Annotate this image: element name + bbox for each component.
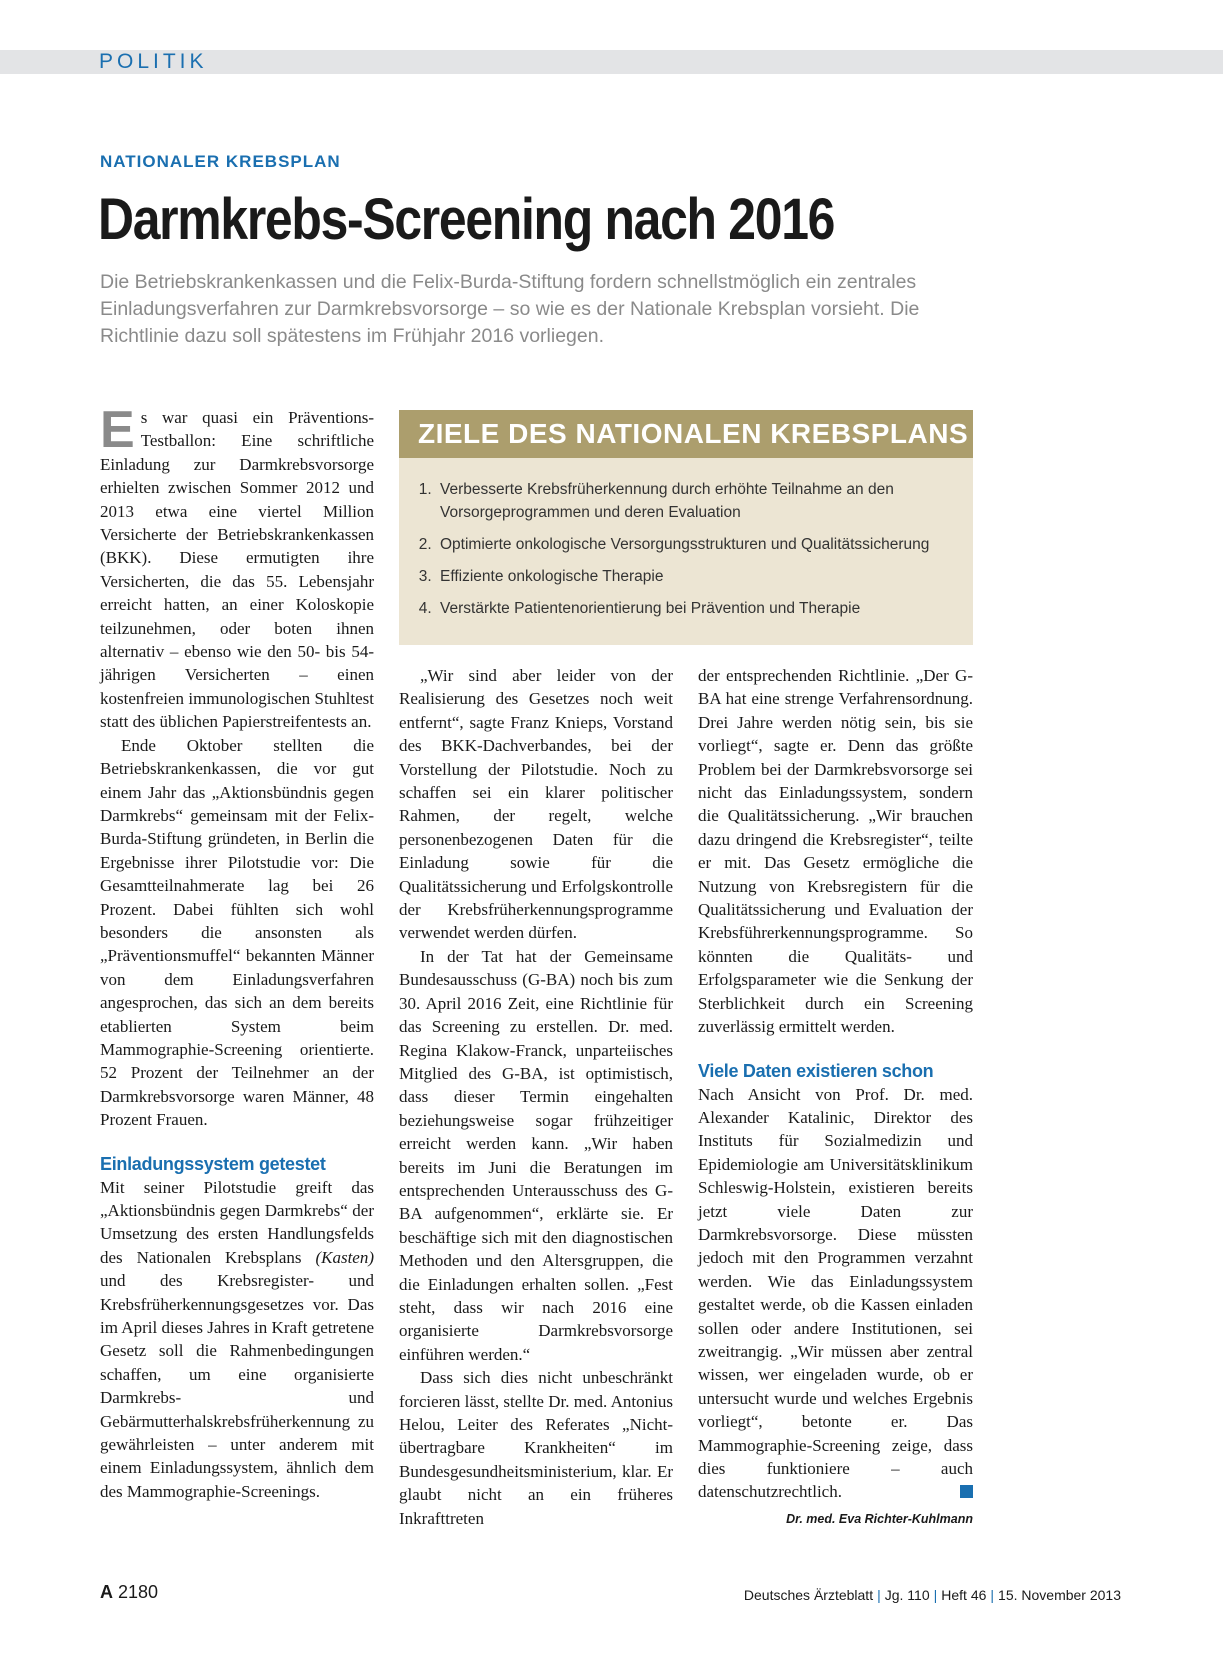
paragraph: In der Tat hat der Gemeinsame Bundesausschuss (G-BA) noch bis zum 30. April 2016 Zeit, eine Richtlinie für das Screening zu erstellen. Dr. med. Regina Klakow-Franck, unparteiisches Mitglied des G-BA, ist optimistisch, dass dieser Termin eingehalten beziehungsweise sogar frühzeitiger erreicht werden kann. „Wir haben bereits im Juni die Beratungen im entsprechenden Unterausschuss des G-BA aufgenommen“, erklärte sie. Er beschäftige sich mit den diagnostischen Methoden und den Altersgruppen, die die Einladungen erhalten sollen. „Fest steht, dass wir nach 2016 eine organisierte Darmkrebsvorsorge einführen werden.“ bbox=[399, 946, 673, 1364]
paragraph: „Wir sind aber leider von der Realisierung des Gesetzes noch weit entfernt“, sagte Franz Knieps, Vorstand des BKK-Dachverbandes, bei der Vorstellung der Pilotstudie. Noch zu schaffen sei ein klarer politischer Rahmen, der regelt, welche personenbezogenen Daten für die Einladung sowie für die Qualitätssicherung und Erfolgskontrolle der Krebsfrüherkennungsprogramme verwendet werden dürfen. bbox=[399, 666, 673, 943]
box-reference: (Kasten) bbox=[315, 1247, 374, 1267]
paragraph bbox=[698, 1083, 973, 1504]
paragraph-text: Nach Ansicht von Prof. Dr. med. Alexander Katalinic, Direktor des Instituts für Sozialmedizin und Epidemiologie am Universitätsklinikum Schleswig-Holstein, existieren bereits jetzt viele Daten zur Darmkrebsvorsorge. Diese müssten jedoch mit den Programmen verzahnt werden. Wie das Einladungssystem gestaltet werde, ob die Kassen einladen sollen oder andere Institutionen, sei zweitrangig. „Wir müssen aber zentral wissen, wer eingeladen wurde, ob er untersucht wurde und welches Ergebnis vorliegt“, betonte er. Das Mammographie-Screening zeige, dass dies funktioniere – auch datenschutzrechtlich. bbox=[698, 1084, 973, 1502]
headline: Darmkrebs-Screening nach 2016 bbox=[98, 187, 835, 252]
paragraph-text: s war quasi ein Präventions-Testballon: Eine schriftliche Einladung zur Darmkrebsvorsorge erhielten zwischen Sommer 2012 und 2013 etwa eine viertel Million Versicherte der Betriebskrankenkassen (BKK). Diese ermutigten ihre Versicherten, die das 55. Lebensjahr erreicht hatten, an einer Koloskopie teilzunehmen, oder boten ihnen alternativ – ebenso wie den 50- bis 54-jährigen Versicherten – einen kostenfreien immunologischen Stuhltest statt des üblichen Papierstreifentests an. bbox=[100, 408, 374, 732]
paragraph bbox=[100, 401, 374, 734]
column-3 bbox=[698, 664, 973, 1531]
paragraph: Dass sich dies nicht unbeschränkt forcieren lässt, stellte Dr. med. Antonius Helou, Leiter des Referates „Nicht-übertragbare Krankheiten“ im Bundesgesundheitsministerium, klar. Er glaubt nicht an ein früheres Inkrafttreten bbox=[399, 1368, 673, 1528]
paragraph: Ende Oktober stellten die Betriebskrankenkassen, die vor gut einem Jahr das „Aktionsbündnis gegen Darmkrebs“ gemeinsam mit der Felix-Burda-Stiftung gründeten, in Berlin die Ergebnisse ihrer Pilotstudie vor: Die Gesamtteilnahmerate lag bei 26 Prozent. Dabei fühlten sich wohl besonders die ansonsten als „Präventionsmuffel“ bekannten Männer von dem Einladungsverfahren angesprochen, das sich an dem bereits etablierten System beim Mammographie-Screening orientierte. 52 Prozent der Teilnehmer an der Darmkrebsvorsorge waren Männer, 48 Prozent Frauen. bbox=[100, 735, 374, 1130]
column-2 bbox=[399, 664, 673, 1530]
drop-cap: E bbox=[100, 401, 135, 459]
footer-info bbox=[744, 1587, 1121, 1603]
paragraph-text: und des Krebsregister- und Krebsfrüherkennungsgesetzes vor. Das im April dieses Jahres in Kraft getretene Gesetz soll die Rahmenbedingungen schaffen, um eine organisierte Darmkrebs- und Gebärmutterhalskrebsfrüherkennung zu gewährleisten – unter anderem mit einem Einladungssystem, ähnlich dem des Mammographie-Screenings. bbox=[100, 1271, 374, 1501]
paragraph-text: Mit seiner Pilotstudie greift das „Aktionsbündnis gegen Darmkrebs“ der Umsetzung des ersten Handlungsfelds des Nationalen Krebsplans bbox=[100, 1177, 374, 1267]
separator: | bbox=[990, 1587, 995, 1603]
issue: Heft 46 bbox=[941, 1587, 987, 1603]
info-box-title: ZIELE DES NATIONALEN KREBSPLANS bbox=[399, 410, 973, 458]
page-number bbox=[100, 1582, 158, 1603]
info-box bbox=[399, 410, 973, 645]
volume: Jg. 110 bbox=[884, 1587, 930, 1603]
kicker: NATIONALER KREBSPLAN bbox=[100, 152, 341, 171]
page-number-value: 2180 bbox=[118, 1582, 159, 1602]
issue-date: 15. November 2013 bbox=[998, 1587, 1121, 1603]
paragraph: der entsprechenden Richtlinie. „Der G-BA hat eine strenge Verfahrensordnung. Drei Jahre werden nötig sein, bis sie vorliegt“, sagte er. Denn das größte Problem bei der Darmkrebsvorsorge sei nicht das Einladungssystem, sondern die Qualitätssicherung. „Wir brauchen dazu dringend die Krebsregister“, teilte er mit. Das Gesetz ermögliche die Nutzung von Krebsregistern für die Qualitätssicherung und Evaluation der Krebsführerkennungsprogramme. So könnten die Qualitäts- und Erfolgsparameter wie die Senkung der Sterblichkeit durch ein Screening zuverlässig ermittelt werden. bbox=[698, 666, 973, 1037]
lead-paragraph: Die Betriebskrankenkassen und die Felix-Burda-Stiftung fordern schnellstmöglich ein zentrales Einladungsverfahren zur Darmkrebsvorsorge – so wie es der Nationale Krebsplan vorsieht. Die Richtlinie dazu soll spätestens im Frühjahr 2016 vorliegen. bbox=[100, 271, 920, 347]
paragraph bbox=[100, 1176, 374, 1504]
journal-name: Deutsches Ärzteblatt bbox=[743, 1587, 874, 1603]
list-item: 4. Verstärkte Patientenorientierung bei Prävention und Therapie bbox=[436, 597, 953, 620]
goals-list bbox=[399, 478, 973, 620]
column-1 bbox=[100, 401, 374, 1503]
section-label: POLITIK bbox=[99, 50, 208, 73]
end-mark-icon bbox=[960, 1485, 973, 1498]
page-prefix: A bbox=[100, 1582, 113, 1602]
list-item: 2. Optimierte onkologische Versorgungsstrukturen und Qualitätssicherung bbox=[436, 533, 953, 556]
list-item: 3. Effiziente onkologische Therapie bbox=[436, 565, 953, 588]
author: Dr. med. Eva Richter-Kuhlmann bbox=[786, 1511, 973, 1526]
list-item: 1. Verbesserte Krebsfrüherkennung durch erhöhte Teilnahme an den Vorsorgeprogrammen und deren Evaluation bbox=[436, 478, 953, 524]
subheading: Viele Daten existieren schon bbox=[698, 1060, 934, 1081]
separator: | bbox=[933, 1587, 938, 1603]
subheading: Einladungssystem getestet bbox=[100, 1153, 326, 1174]
separator: | bbox=[877, 1587, 881, 1603]
